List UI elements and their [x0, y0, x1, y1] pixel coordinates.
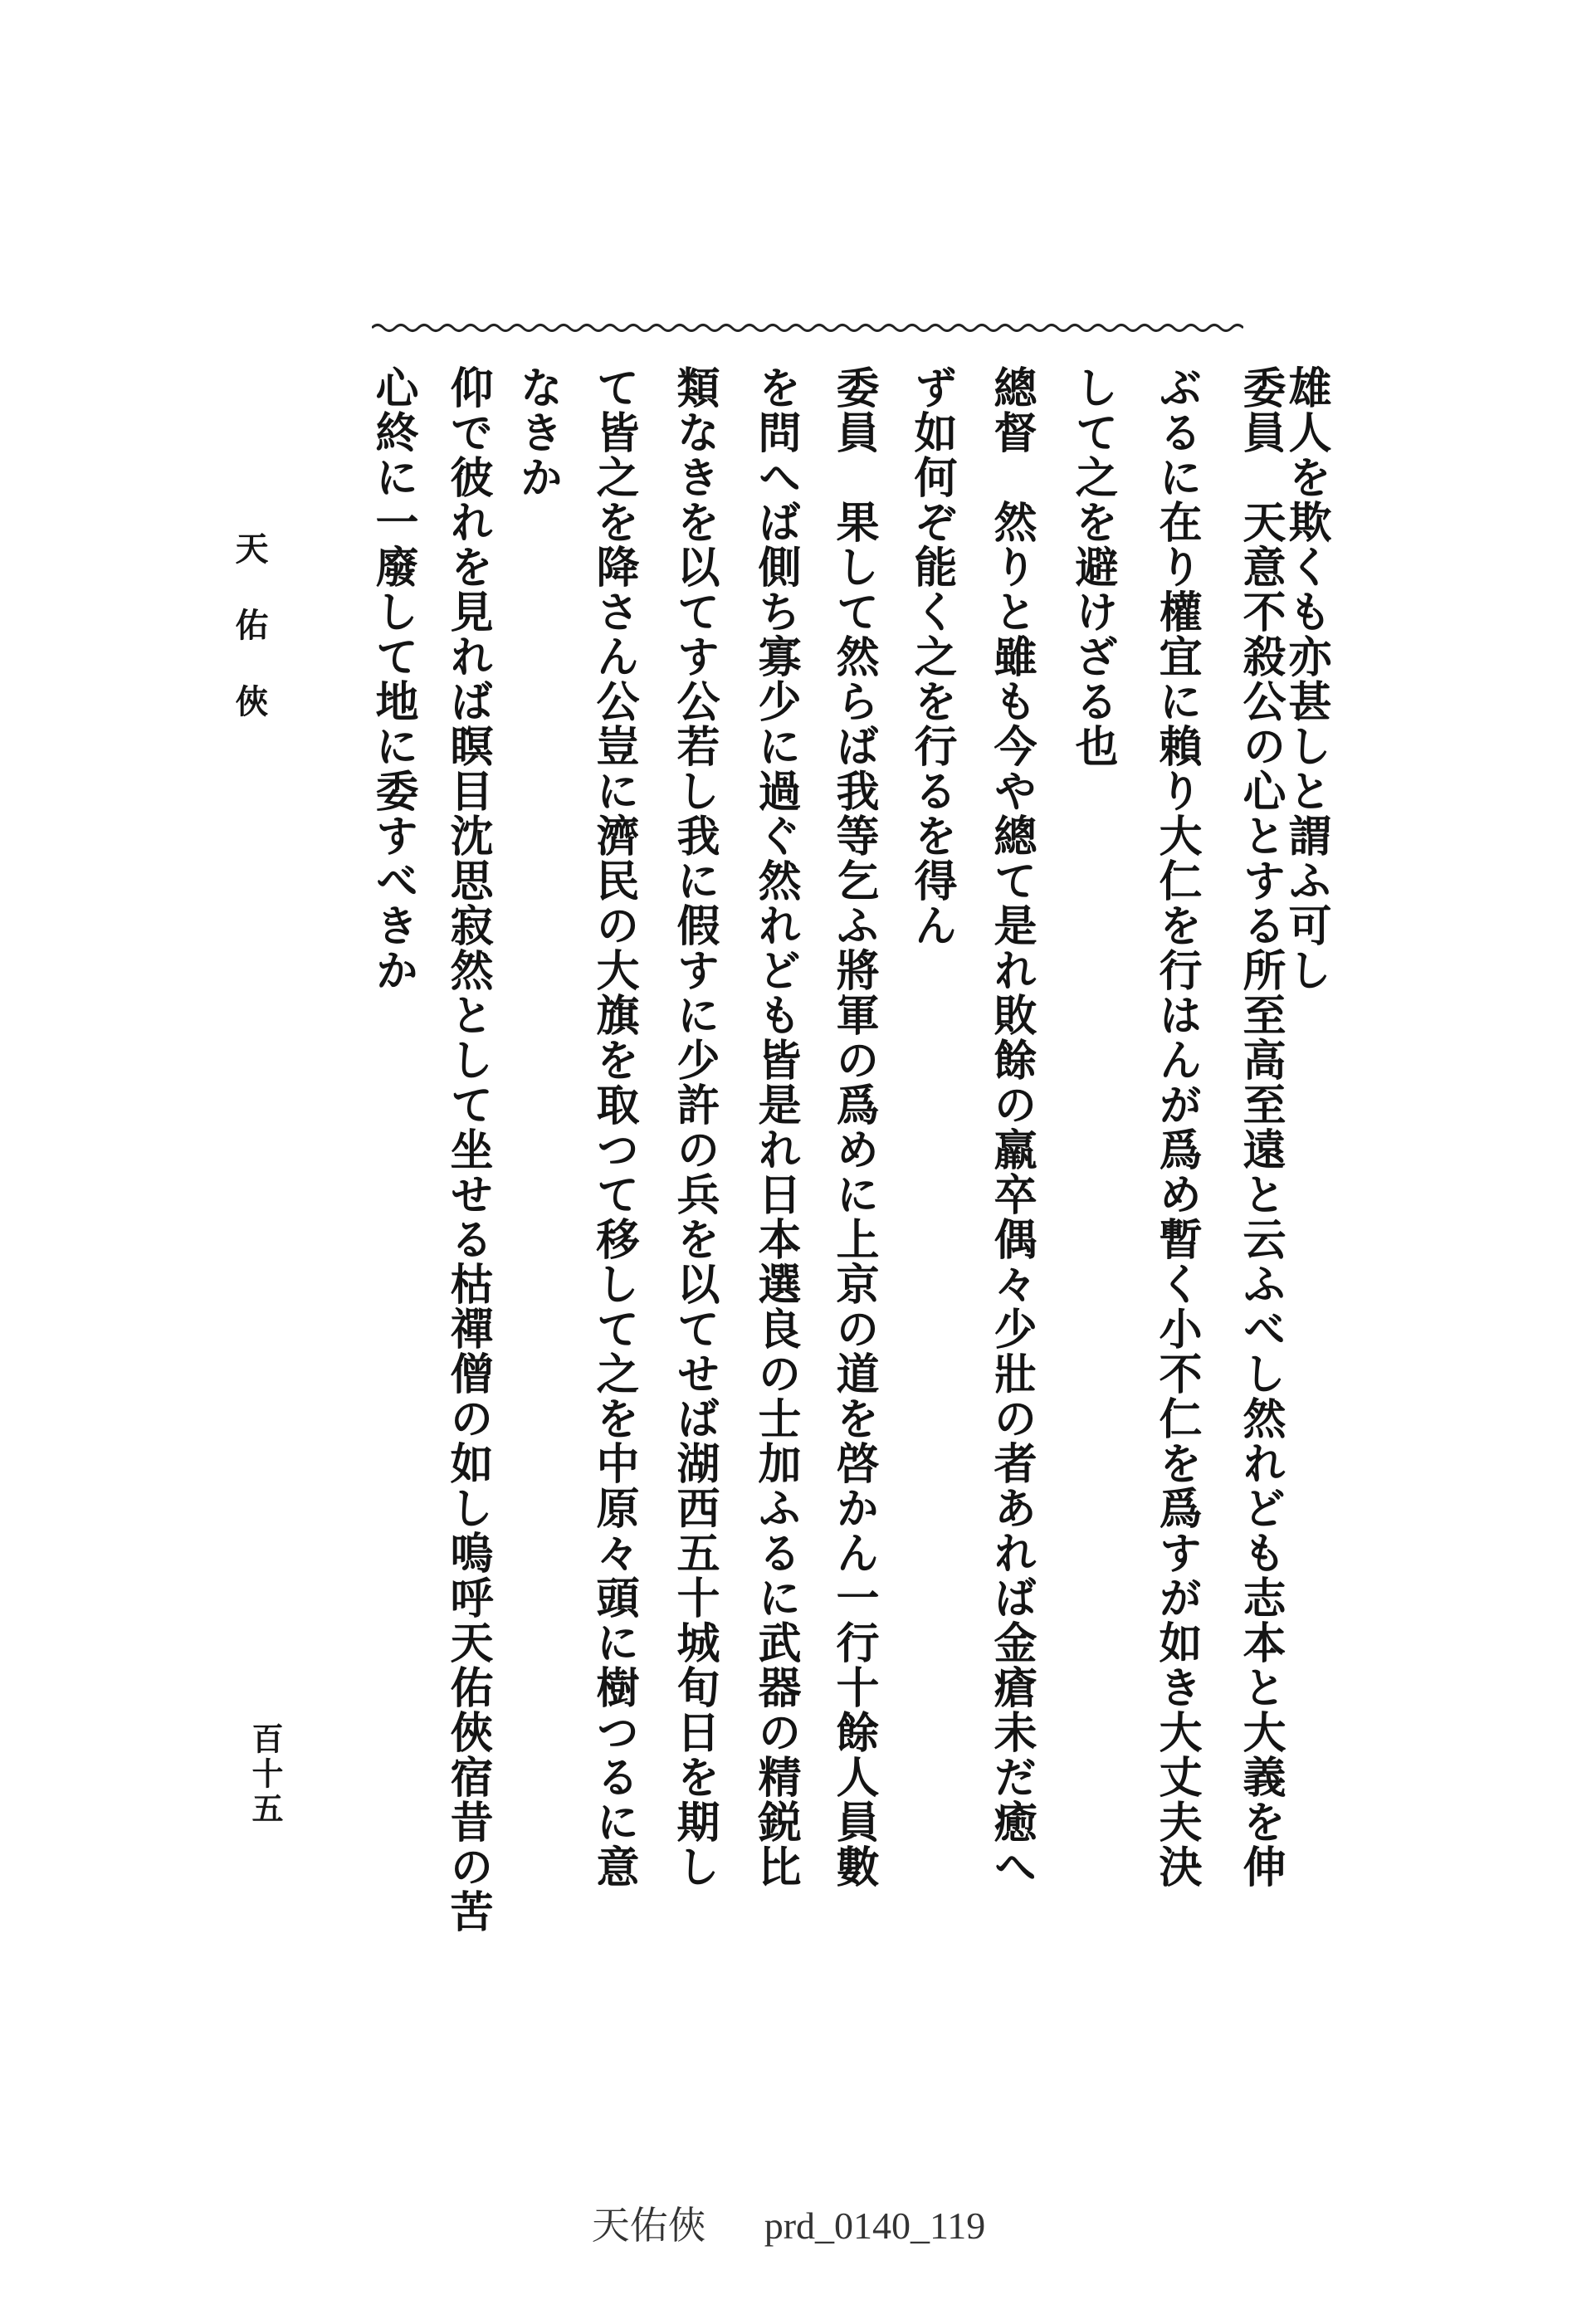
- footer-title: 天佑俠: [591, 2204, 706, 2247]
- text-column: 心終に一廢して地に委すべきか: [368, 365, 418, 993]
- text-column: なきか: [512, 365, 563, 500]
- text-column: 委員 果して然らば我等乞ふ將軍の爲めに上京の道を啓かん一行十餘人員數: [828, 365, 879, 1889]
- vertical-text-body: [369, 365, 1332, 2050]
- text-column: 仰で彼れを見れば瞑目沈思寂然として坐せる枯禪僧の如し嗚呼天佑俠宿昔の苦: [442, 365, 493, 1934]
- text-column: して之を避けざる也: [1067, 365, 1118, 769]
- footer-id: prd_0140_119: [764, 2204, 986, 2247]
- text-column: ぶるに在り權宜に賴り大仁を行はんが爲め暫く小不仁を爲すが如き大丈夫決: [1151, 365, 1202, 1889]
- wavy-header-rule: [372, 319, 1243, 337]
- text-column: ず如何ぞ能く之を行るを得ん: [906, 365, 957, 948]
- text-column: 雄人を欺くも亦甚しと謂ふ可し: [1281, 365, 1331, 993]
- text-column: を問へば側ち寡少に過ぐ然れども皆是れ日本選良の士加ふるに武器の精鋭比: [750, 365, 801, 1889]
- text-column: て皆之を降さん公豈に濟民の大旗を取つて移して之を中原々頭に樹つるに意: [588, 365, 639, 1889]
- text-column: 總督 然りと雖も今や總て是れ敗餘の羸卒偶々少壯の者あれば金瘡未だ癒へ: [986, 365, 1037, 1889]
- text-column: 類なきを以てす公若し我に假すに少許の兵を以てせば湖西五十城旬日を期し: [669, 365, 720, 1889]
- scan-footer: [0, 2195, 1577, 2250]
- page-number: 百十五: [247, 1722, 284, 1827]
- running-title: 天佑俠: [230, 531, 269, 760]
- text-column: 委員 天意不殺公の心とする所至高至遠と云ふべし然れども志本と大義を伸: [1235, 365, 1286, 1889]
